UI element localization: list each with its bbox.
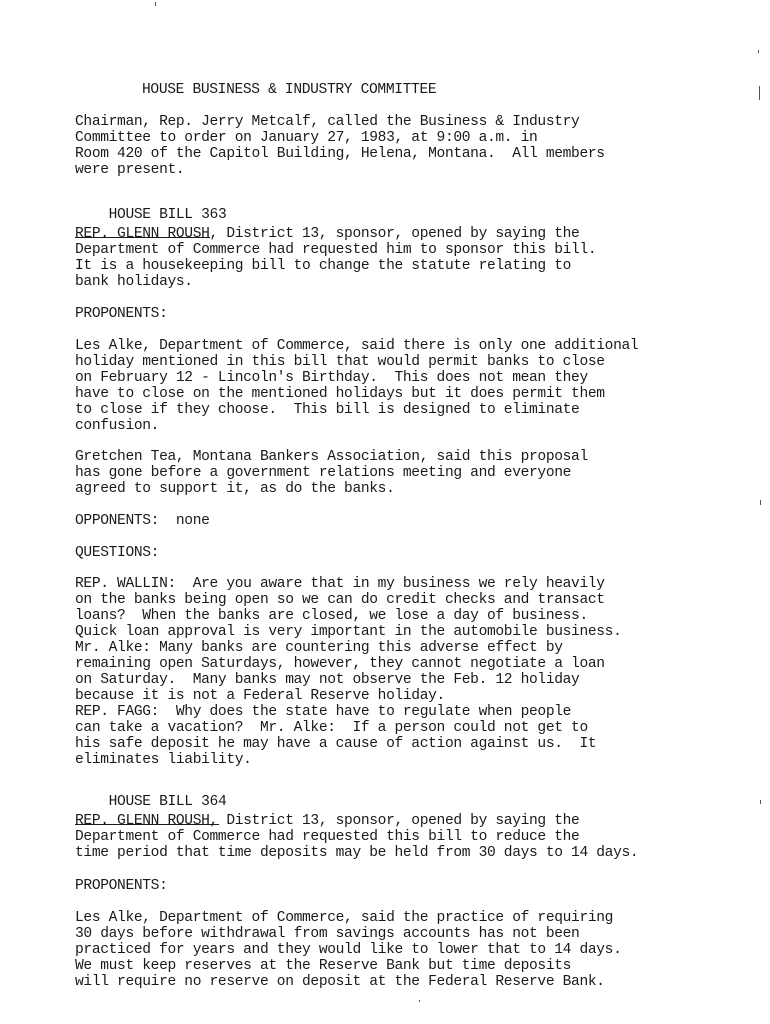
hb363-questions-label: QUESTIONS: [75,545,160,561]
text-line: Les Alke, Department of Commerce, said there is only one additional [75,338,639,354]
text-line: because it is not a Federal Reserve holiday. [75,688,445,704]
text-line: holiday mentioned in this bill that would permit banks to close [75,354,605,370]
text-line: can take a vacation? Mr. Alke: If a person could not get to [75,720,588,736]
scan-mark [419,1000,420,1002]
committee-title: HOUSE BUSINESS & INDUSTRY COMMITTEE [142,82,437,98]
text-line: on February 12 - Lincoln's Birthday. This does not mean they [75,370,588,386]
text-line: confusion. [75,418,160,434]
hb363-heading-text: HOUSE BILL 363 [108,207,227,223]
hb363-proponents-label: PROPONENTS: [75,306,168,322]
scan-mark [760,500,761,505]
text-line: agreed to support it, as do the banks. [75,481,395,497]
text-line: will require no reserve on deposit at the Federal Reserve Bank. [75,974,605,990]
text-line: REP. WALLIN: Are you aware that in my business we rely heavily [75,576,605,592]
text-line: Committee to order on January 27, 1983, at 9:00 a.m. in [75,130,538,146]
scan-mark [760,800,761,804]
text-line: have to close on the mentioned holidays but it does permit them [75,386,605,402]
hb364-heading-text: HOUSE BILL 364 [108,794,227,810]
text-line: Chairman, Rep. Jerry Metcalf, called the Business & Industry [75,114,580,130]
hb364-sponsor-paragraph [75,813,765,861]
text-line: 30 days before withdrawal from savings accounts has not been [75,926,580,942]
text-line: eliminates liability. [75,752,252,768]
text-line: We must keep reserves at the Reserve Bank but time deposits [75,958,572,974]
text-line: It is a housekeeping bill to change the statute relating to [75,258,572,274]
text-line: Quick loan approval is very important in the automobile business. [75,624,622,640]
text-line: practiced for years and they would like to lower that to 14 days. [75,942,622,958]
text-line: Department of Commerce had requested this bill to reduce the [75,829,580,845]
text-line: Les Alke, Department of Commerce, said the practice of requiring [75,910,614,926]
hb363-alke-paragraph [75,338,765,434]
text-line: remaining open Saturdays, however, they cannot negotiate a loan [75,656,605,672]
text-line: Gretchen Tea, Montana Bankers Association, said this proposal [75,449,588,465]
hb363-questions-paragraph [75,576,765,768]
text-line: his safe deposit he may have a cause of action against us. It [75,736,597,752]
text-line: bank holidays. [75,274,193,290]
text-line: on the banks being open so we can do credit checks and transact [75,592,605,608]
text-line: REP. FAGG: Why does the state have to regulate when people [75,704,572,720]
hb364-proponents-label: PROPONENTS: [75,878,168,894]
text-line: Mr. Alke: Many banks are countering this adverse effect by [75,640,563,656]
text-line: REP. GLENN ROUSH, District 13, sponsor, opened by saying the [75,226,580,242]
text-line: time period that time deposits may be held from 30 days to 14 days. [75,845,639,861]
intro-paragraph [75,114,765,178]
text-line: to close if they choose. This bill is designed to eliminate [75,402,580,418]
text-line: loans? When the banks are closed, we lose a day of business. [75,608,588,624]
hb364-alke-paragraph [75,910,765,990]
text-line: REP. GLENN ROUSH, District 13, sponsor, opened by saying the [75,813,580,829]
scan-mark [759,86,760,100]
hb363-sponsor-paragraph [75,226,765,290]
text-line: on Saturday. Many banks may not observe the Feb. 12 holiday [75,672,580,688]
scan-mark [155,2,156,6]
text-line: has gone before a government relations meeting and everyone [75,465,572,481]
hb363-tea-paragraph [75,449,765,497]
hb363-opponents-line: OPPONENTS: none [75,513,210,529]
text-line: Room 420 of the Capitol Building, Helena, Montana. All members [75,146,605,162]
scan-mark [758,50,759,53]
text-line: were present. [75,162,185,178]
text-line: Department of Commerce had requested him to sponsor this bill. [75,242,597,258]
